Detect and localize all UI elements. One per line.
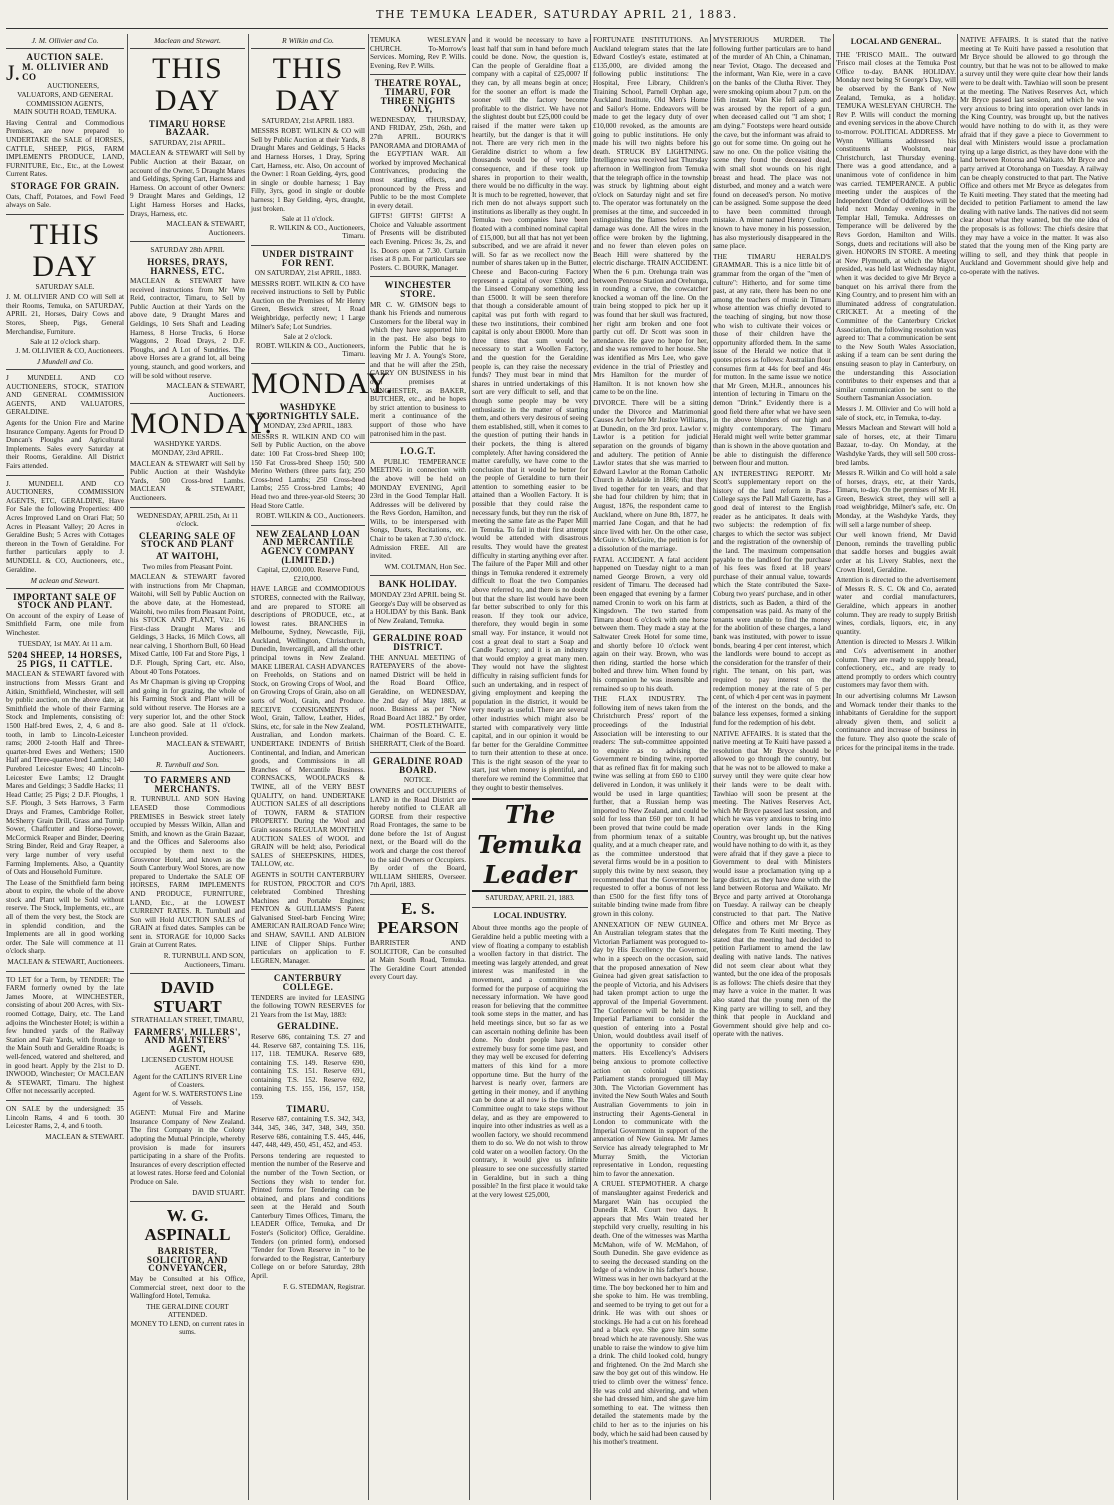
ad-signature: ROBT. WILKIN & CO., Auctioneers, Timaru. <box>255 341 365 359</box>
ad-headline: MONDAY. <box>130 407 273 441</box>
ad-line: SATURDAY SALE. <box>35 282 95 291</box>
article-text: Attention is directed to Messrs J. Wilkin and Co's advertisement in another column. They are ready to supply bread, confectionery, etc., and are ready to attend promptly to orders which country customers may favor them with. <box>836 638 956 690</box>
ad-line: MONDAY, 23rd APRIL. <box>151 449 224 457</box>
ad-body: GIFTS! GIFTS! GIFTS! A Choice and Valuable assortment of Presents will be distributed each Evening. Prices: 3s, 2s, and 1s. Doors open at 7.30. Curtain rises at 8 p.m. For particulars see Posters. C. BOURK, Manager. <box>370 212 466 272</box>
article-text: FORTUNATE INSTITUTIONS. An Auckland telegram states that the late Edward Costley's estate, estimated at £135,000, are divided among the following public institutions: The Hospital, Free Library, Children's Training School, Parnell Orphan age, Auckland Institute, Old Men's Home and Sailor's Home. Endeavors will be made to get the legacy duty of over £10,000 revoked, as the amounts are going to public institutions. He only made his will two nights before his death. STRUCK BY LIGHTNING. Intelligence was received last Thursday afternoon in Wellington from Temuka that the telegraph office in the township was struck by lightning about eight o'clock on Saturday night and set fire to. The operator was fortunately on the premises at the time, and succeeded in extinguishing the flames before much damage was done. All the wires in the office were broken by the lightning, and no fewer than eleven poles on Beach Hill were shattered by the electric discharge. TRAIN ACCIDENT. When the 6 p.m. Orehunga train was between Penrose Station and Orehunga, in rounding a curve, the cowcatcher knocked a woman off the line. On the train being stopped to pick her up it was found that her skull was fractured, her right arm broken and one foot partly cut off. Dr Scott was soon in attendance. He gave no hope for her, and she was removed to her house. She was identified as Mrs Lee, who gave evidence in the trial of Priestley and Mrs Hamilton for the murder of Hamilton. It is not known how she came to be on the line. <box>593 36 708 397</box>
column-8 <box>836 34 956 1500</box>
ad-body: HAVE LARGE and COMMODIOUS STORES, connected with the Railway, and are prepared to STORE all descriptions of PRODUCE, etc., at lowest rates. BRANCHES in Melbourne, Sydney, Newcastle, Fiji, Auckland, Wellington, Christchurch, Dunedin, Invercargill, and all the other principal towns in New Zealand. MAKE LIBERAL CASH ADVANCES on Freeholds, on Stations and on Stock, on Growing Crops of Wool, and on Growing Crops of Grain, also on all sorts of Wool, Grain, and Produce. RECEIVE CONSIGNMENTS of Wool, Grain, Tallow, Leather, Hides, Skins, etc, for sale in the New Zealand, Australian, and London markets. UNDERTAKE INDENTS of British Continental, and Indian, and American goods, and Commissions in all Branches of Mercantile Business. CORNSACKS, WOOLPACKS & TWINE, all of the VERY BEST QUALITY, on hand. UNDERTAKE AUCTION SALES of all descriptions of TOWN, FARM & STATION PROPERTY. During the Wool and Grain seasons REGULAR MONTHLY AUCTION SALES of WOOL and GRAIN will be held; also, Periodical SALES of SHEEPSKINS, HIDES, TALLOW, etc. <box>251 585 365 869</box>
ad-signature: ROBT. WILKIN & CO., Auctioneers. <box>255 512 365 521</box>
ad-body: TENDERS are invited for LEASING the following TOWN RESERVES for 21 Years from the 1st May, 1883: <box>251 993 365 1019</box>
ad-title: CANTERBURY COLLEGE. <box>273 973 343 993</box>
article-text: THE 'FRISCO MAIL. The outward 'Frisco mail closes at the Temuka Post Office to-day. BANK HOLIDAY. Monday next being St George's Day, will be observed by the Bank of New Zealand, Temuka, as a holiday. TEMUKA WESLEYAN CHURCH. The Rev P. Wills will conduct the morning and evening services in the above Church to-morrow. POLITICAL ADDRESS. Mr Wynn Williams addressed his constituents at Woolston, near Christchurch, last Thursday evening. There was a good attendance, and a unanimous vote of confidence in him was carried. TEMPERANCE. A public meeting under the auspices of the Independent Order of Oddfellows will be held next Monday evening in the Templar Hall, Temuka. Addresses on Temperance will be delivered by the Revs Gordon, Hamilton and Wills. Songs, duets and recitations will also be given. HONORS IN STORE. A meeting at New Plymouth, at which the Mayor presided, was held last Wednesday night, when it was decided to give Mr Bryce a banquet on his arrival there from the King Country, and to present him with an illuminated address of congratulation. CRICKET. At a meeting of the Committee of the Canterbury Cricket Association, the following resolution was agreed to: That a communication be sent to the New South Wales Association, asking if a team can be sent during the ensuing season to play in Canterbury, on the understanding this Association contributes to their expenses and that a similar communication be sent to the Southern Tasmanian Association. <box>836 50 956 403</box>
article-text: Messrs J. M. Ollivier and Co will hold a sale of stock, etc, in Temuka, to-day. <box>836 404 956 422</box>
ad-signature: MACLEAN & STEWART, Auctioneers. <box>7 958 124 967</box>
column-6 <box>593 34 708 1500</box>
ad-body: R. TURNBULL AND SON Having LEASED those Commodious PREMISES in Beswick street lately occupied by Messrs Wilkin, Allan and Smith, and known as the Grain Bazaar, and the Offices and Salerooms also occupied by them next to the Grosvenor Hotel, and known as the South Canterbury Wool Stores, are now prepared to Undertake the SALE OF HORSES, FARM IMPLEMENTS AND PRODUCE, FURNITURE, LAND, Etc., at the LOWEST CURRENT RATES. R. Turnbull and Son will Hold AUCTION SALES of GRAIN at fixed dates. Samples can be sent in. STORAGE for 10,000 Sacks Grain at Current Rates. <box>130 795 245 950</box>
ad-title: IMPORTANT SALE OF STOCK AND PLANT. <box>13 591 117 611</box>
ad-body: MACLEAN & STEWART favored with instructions from Mr Chapman, Waitohi, will Sell by Public Auction on the above date, at the Homestead, Waitohi, two miles from Pleasant Point, his STOCK AND PLANT, Viz.: 16 First-class Draught Mares and Geldings, 3 Hacks, 16 Milch Cows, all near calving, 1 Shorthorn Bull, 60 Head Mixed Cattle, 100 Fat and Store Pigs, 1 D.F. Plough, Spring Cart, etc. Also, About 40 Tons Potatoes. <box>130 573 245 676</box>
ad-body: As Mr Chapman is giving up Cropping and going in for grazing, the whole of his Farming Stock and Plant will be sold without reserve. The Horses are a very superior lot, and the other Stock are also good. Sale at 11 o'clock. Luncheon provided. <box>130 678 245 738</box>
ad-body: Reserve 687, containing T.S. 342, 343, 344, 345, 346, 347, 348, 349, 350. Reserve 686, containing T.S. 445, 446, 447, 448, 449, 450, 451, 452, and 453. <box>251 1115 365 1150</box>
ad-header: R. Turnbull and Son. <box>130 761 245 773</box>
ad-line: WEDNESDAY, APRIL 25th, At 11 o'clock. <box>136 511 239 529</box>
article-text: NATIVE AFFAIRS. It is stated that the native meeting at Te Kuiti have passed a resolution that Mr Bryce should be allowed to go through the country, but that he was not to be allowed to make a survey until they were quite clear how their lands were to be dealt with. Tawhiao will soon be present at the meeting. The Natives Reserves Act, which Mr Bryce passed last session, and which he was very anxious to bring into operation over lands in the King Country, was brought up, but the natives would have nothing to do with it, as they were afraid that if they gave a piece to Government to deal with Ministers would issue a proclamation tying up a large district, as they have done with the land between Rotorua and Waikato. Mr Bryce and party arrived at Otorohanga on Tuesday. A railway can be cheaply constructed to that part. The Native Office and others met Mr Bryce as delegates from Te Kuiti meeting. They stated that the meeting had decided to petition Parliament to amend the law dealing with native lands. The natives did not seem clear about what they wanted, but the one idea of the proposals is as follows: The chiefs desire that they may have a voice in the matter. It was also stated that the young men of the King party are willing to sell, and they think that people in Auckland and Government should give help and co-operate with the natives. <box>713 729 831 1039</box>
ad-signature: F. G. STEDMAN, Registrar. <box>283 1282 365 1291</box>
ad-body: WEDNESDAY, THURSDAY, AND FRIDAY, 25th, 26th, and 27th APRIL. BOURK'S PANORAMA and DIORAMA of the EGYPTIAN WAR. All worked by improved Mechanical Contrivances, producing the most startling effects, and pronounced by the Press and Public to be the most Complete in every detail. <box>370 115 466 210</box>
ad-title: BANK HOLIDAY. <box>378 579 458 590</box>
ad-signature: MACLEAN & STEWART, Auctioneers. <box>166 382 245 399</box>
article-text: Our well known friend, Mr David Denoon, reminds the travelling public that saddle horses and buggies await order at his Livery Stables, next the Crown Hotel, Geraldine. <box>836 531 956 574</box>
ad-line: Agent for the CATLIN'S RIVER Line of Coasters. <box>132 1072 243 1090</box>
ad-header: Maclean and Stewart. <box>130 37 245 49</box>
ad-title: WINCHESTER STORE. <box>384 280 452 300</box>
ad-headline: THIS DAY <box>152 51 223 117</box>
ad-title: AT WAITOHI, <box>156 550 219 561</box>
article-text: NATIVE AFFAIRS. It is stated that the native meeting at Te Kuiti have passed a resolution that Mr Bryce should be allowed to go through the country, but that he was not to be allowed to make a survey until they were quite clear how their lands were to be dealt with. Tawhiao will soon be present at the meeting. The Natives Reserves Act, which Mr Bryce passed last session, and which he was very anxious to bring into operation over lands in the King Country, was brought up, but the natives would have nothing to do with it, as they were afraid that if they gave a piece to Government to deal with Ministers would issue a proclamation tying up a large district, as they have done with the land between Rotorua and Waikato. Mr Bryce and party arrived at Otorohanga on Tuesday. A railway can be cheaply constructed to that part. The Native Office and others met Mr Bryce as delegates from Te Kuiti meeting. They stated that the meeting had decided to petition Parliament to amend the law dealing with native lands. The natives did not seem clear about what they wanted, but the one idea of the proposals is as follows: The chiefs desire that they may have a voice in the matter. It was also stated that the young men of the King party are willing to sell, and they think that people in Auckland and Government should give help and co-operate with the natives. <box>960 36 1108 277</box>
article-text: MYSTERIOUS MURDER. The following further particulars are to hand of the murder of Ah Chin, a Chinaman, near Teviot, Otago. The deceased and the informant, Wan Kie, were in a cave on the banks of the Clutha River. They were smoking opium about 7 p.m. on the 16th instant. Wan Kie fell asleep and was aroused by the report of a gun, when deceased called out "I am shot; I am dying." Footsteps were heard outside the cave, but the informant was afraid to go out for some time. On going out he saw no one. On the police visiting the scene they found the deceased dead, with small shot wounds on his right breast and head. The place was not disturbed, and money and a watch were found on deceased's person. No motive can be assigned. Some suppose the deed to have been committed through mistake. A miner named Henry Coulter, known to have money in his possession, has also mysteriously disappeared in the same place. <box>713 36 831 251</box>
ad-headline: MONDAY. <box>251 367 394 401</box>
ad-body: J. MUNDELL AND CO AUCTIONERS, COMMISSION AGENTS, ETC, GERALDINE, Have For Sale the following Properties: 400 Acres Improved Land on Orari Flat; 50 Acres in Pleasant Valley; 20 Acres in Geraldine Bush; 5 Acres with Cottages thereon in the Town of Geraldine. For further particulars apply to J. MUNDELL & CO, Auctioneers, etc., Geraldine. <box>6 479 124 574</box>
column-divider <box>127 34 128 1500</box>
column-divider <box>368 34 369 1500</box>
ad-title: GERALDINE. <box>277 1021 339 1032</box>
column-3 <box>251 34 394 1500</box>
ad-signature: MACLEAN & STEWART, Auctioneers. <box>166 220 245 237</box>
article-text: and it would be necessary to have a least half that sum in hand before much could be done. Now, the question is, Can the people of Geraldine float a company with a capital of £25,000? If they can, by all means begin at once; for the sooner an effort is made the sooner will the factory become profitable to the district. We have not the slightest doubt but £25,000 could be raised if the matter were taken up heartily, but the danger is that it will not. There are very rich men in the Geraldine district to whom a few thousands would be of very little consequence, and if these took up shares in proportion to their wealth, there would be no difficulty in the way. It is much to be regretted, however, that rich men do not always support such institutions as liberally as they ought. In Temuka two companies have been floated with a combined nominal capital of £15,000, but all that has not yet been subscribed, and we are afraid it never will. So far as we recollect now the number of shares taken up in the Butter, Cheese and Bacon-curing Factory represent a capital of over £3000, and the Linseed Company something less than £5000. It will be seen therefore that though a considerable amount of capital was put forth with regard to these two institutions, their combined capital is only about £8000. More than three times that sum would be necessary to start a Woollen Factory, and the question for the Geraldine people is, can they raise the necessary funds? They must bear in mind that shares in untried undertakings of this sort are very difficult to sell, and that though some people may be very enthusiastic in the matter of starting them, and others very desirous of seeing them established, still, when it comes to the question of putting their hands in their pockets, the thing is altered completely. After having considered the matter carefully, we have come to the conclusion that it would be better for the people of Geraldine to turn their attention to something easier to be attained than a Woollen Factory. It is possible that they could raise the necessary funds, but they run the risk of meeting the same fate as the Paper Mill in Temuka. To fail in their first attempt would be attended with disastrous results. They would have the greatest difficulty in starting anything ever after. The failure of the Paper Mill and other things in Temuka rendered it extremely difficult to float the two Companies above referred to, and there is no doubt but that the share list would have been far better subscribed to only for this reason. If they took our advice, therefore, they would begin in some small way. For instance, it would not cost a great deal to start a Soap and Candle Factory; and it is an industry that would employ a great many men. They would not have the slightest difficulty in raising sufficient funds for such an undertaking, and in respect of giving employment and keeping the population in the district, it would be very nearly as useful. There are several other industries which might also be started with comparatively very little capital, and in our opinion it would be far better for the Geraldine Committee to turn their attention to these at once. This is the right season of the year to start, just when money is plentiful, and therefore we remind the Committee that they ought to bestir themselves. <box>472 36 588 792</box>
newspaper-nameplate: The Temuka Leader <box>472 798 588 892</box>
ad-title: GERALDINE ROAD DISTRICT. <box>372 633 464 652</box>
column-divider <box>957 34 958 1500</box>
ad-signature: MACLEAN & STEWART. <box>45 1132 124 1141</box>
article-text: FATAL ACCIDENT. A fatal accident happened on Tuesday night to a man named George Brown, a very old resident of Timaru. The deceased had been engaged that evening by a farmer named Cronin to work on his farm at Kingsdown. The two started from Timaru about 6 o'clock with one horse between them. They made a stay at the Saltwater Creek Hotel for some time, and shortly before 10 o'clock went again on their way. Brown, who was then riding, startled the horse which bolted and threw him. When found by his companion he was insensible and remained so up to his death. <box>593 555 708 693</box>
ad-headline: THIS DAY <box>29 217 101 283</box>
column-5 <box>472 34 588 1500</box>
column-1 <box>6 34 124 1500</box>
ad-title: HORSES, DRAYS, HARNESS, ETC. <box>147 256 228 276</box>
ad-body: MACLEAN & STEWART favored with instructions from Messrs Grant and Aitkin, Smithfield, Winchester, will sell by public auction, on the above date, at Smithfield the whole of their Farming Stock and Implements, consisting of: 1500 Half-bred Ewes, 2, 4, 6 and 8-tooth, in lamb to Lincoln-Leicester rams; 2000 2-tooth Half and Three-quarter-bred Ewes and Wethers; 1500 Half and Three-quarter-bred Lambs; 140 Purebred Leicester Ewes; 40 Lincoln-Leicester Ewe Lambs; 12 Draught Mares and Geldings; 3 Saddle Hacks; 11 Head Cattle; 25 Pigs; 2 D.F. Ploughs, 1 S.F. Plough, 3 Sets Harrows, 3 Farm Drays and Frames, Cambridge Roller, McSherry Grain Drill, Grass and Turnip Sower, Chaffcutter and Horse-power, McCormick Reaper and Binder, Deering String Binder, Reid and Gray Reaper, a very large number of very useful Farming Implements. Also, a Quantity of Oats and Household Furniture. <box>6 670 124 877</box>
ad-firm: J. M. OLLIVIER AND CO <box>6 60 109 86</box>
article-text: DIVORCE. There will be a sitting under the Divorce and Matrimonial Causes Act before Mr Justice Williams, at Dunedin, on the 3rd prox. Lawlor v. Lawlor is a petition for judicial separation on the grounds of bigamy and adultery. The petition of Annie Lawlor states that she was married to Edward Lawlor at the Roman Catholic Church in Adelaide in 1866; that they lived together for ten years, and that she had four children by him; that in August, 1876, the respondent came to Auckland, where on June 8th, 1877, he married Jane Cogan, and that he had since lived with her. On the other case, McGuire v. McGuire, the petition is for a dissolution of the marriage. <box>593 398 708 554</box>
article-text: THE FLAX INDUSTRY. The following item of news taken from the Christchurch Press' report of the proceedings of the Industrial Association will be interesting to our readers: The sub-committee appointed to enquire as to advising the Government re binding twine, reported that as refined flax fit for making such twine was selling at from £60 to £100 delivered in London, it was unlikely it would be used in large quantities; further, that a Russian hemp was imported to New Zealand, and could be sold for less than £60 per ton. It had been proved that twine could be made from phormium tenax of a suitable quality, and at a much cheaper rate, and as the committee understood that several firms would be in a position to supply this twine by next season, they recommended that the Government be requested to offer a bonus of not less than £500 for the first fifty tons of suitable binding twine made from fibre grown in this colony. <box>593 695 708 918</box>
ad-body: MR C. W. GIMSON begs to thank his Friends and numerous Customers for the liberal way in which they have supported him in the past. He also begs to inform the Public that he is leaving Mr J. A. Young's Store, and that he will after the 25th, CARRY ON BUSINESS in his own premises at WINCHESTER, as BAKER, BUTCHER, etc., and he hopes by strict attention to business to merit a continuance of the support of those who have patronised him in the past. <box>370 300 466 438</box>
ad-title: TIMARU. <box>286 1103 330 1114</box>
column-2 <box>130 34 273 1500</box>
article-text: Attention is directed to the advertisement of Messrs R. S. C. Ok and Co, aerated water and cordial manufacturers, Geraldine, which appears in another column. They are ready to supply British wines, cordials, liquors, etc, in any quantity. <box>836 576 956 636</box>
ad-body: Having Central and Commodious Premises, are now prepared to UNDERTAKE the SALE of HORSES, CATTLE, SHEEP, PIGS, FARM IMPLEMENTS PRODUCE, LAND, FURNITURE, Etc., Etc., at the Lowest Current Rates. <box>6 118 124 179</box>
masthead-rule <box>6 28 1108 29</box>
ad-line: Sale at 2 o'clock. <box>283 333 333 342</box>
ad-body: Oats, Chaff, Potatoes, and Fowl Feed always on Sale. <box>6 192 124 210</box>
ad-title: THEATRE ROYAL, TIMARU, FOR THREE NIGHTS ONLY, <box>374 78 462 115</box>
ad-body: J. M. OLLIVIER AND CO will Sell at their Rooms, Temuka, on SATURDAY, APRIL 21, Horses, Dairy Cows and Stores, Sheep, Pigs, General Merchandise, Furniture. <box>6 293 124 336</box>
ad-line: AUCTIONEERS, <box>47 82 99 91</box>
ad-title: BARRISTER, SOLICITOR, AND CONVEYANCER, <box>146 1246 229 1274</box>
ad-headline: DAVID STUART <box>153 978 222 1017</box>
ad-title: FARMERS', MILLERS', AND MALTSTERS' AGENT, <box>134 1026 241 1055</box>
ad-line: LICENSED CUSTOM HOUSE AGENT. <box>141 1055 234 1073</box>
issue-date: SATURDAY, APRIL 21, 1883. <box>485 894 575 903</box>
ad-body: TEMUKA WESLEYAN CHURCH. To-Morrow's Services. Morning, Rev P. Wills. Evening, Rev P. Wills. <box>370 36 466 70</box>
article-text: THE TIMARU HERALD'S GRAMMAR. This is a nice little bit of grammar from the organ of the "men of culture": Hitherto, and for some time past, at any rate, there has been no one among the teachers of music in Timaru whose attention was chiefly devoted to the teaching of singing, but now those who wish to cultivate their voices or those of their children have the opportunity afforded them. In the same issue of the Herald we notice that it quotes prices as follows: Australian flour consumes firm at 44s for beef and 46s for mutton. In the same issue we notice that Mr Green, M.H.R., announces his intention of lecturing in Timaru on the demon "Drink." Evidently there is a good field there after what we have seen in the above blunders of our high and mighty contemporary. The Timaru Herald might well write better grammar than is shown in the above quotation and be able to distinguish the difference between flour and mutton. <box>713 252 831 468</box>
ad-body: MESSRS ROBT. WILKIN & CO will Sell by Public Auction at their Yards, 8 Draught Mares and Geldings, 5 Hacks and Harness Horses, 1 Dray, Spring Cart, Harness, etc. Also, On account of the Owner: 1 Roan Gelding, 4yrs, good in single or double harness; 1 Bay Filly, 3yrs, good in single or double harness; 1 Bay Gelding, 4yrs, draught, just broken. <box>251 127 365 213</box>
ad-title: 5204 SHEEP, 14 HORSES, 25 PIGS, 11 CATTLE. <box>7 650 123 669</box>
column-divider <box>469 34 470 1500</box>
ad-line: Sale at 11 o'clock. <box>281 215 335 224</box>
ad-body: May be Consulted at his Office, Commercial street, next door to the Wallingford Hotel, Temuka. <box>130 1274 245 1301</box>
column-divider <box>833 34 834 1500</box>
ad-body: MACLEAN & STEWART have received instructions from Mr Wm Reid, contractor, Timaru, to Sell by Public Auction at their Yards on the above date, 9 Draught Mares and Geldings, 10 Sets Shaft and Leading Harness, 8 Horse Trucks, 6 Horse Waggons, 2 Road Drays, 2 D.F. Ploughs, and A Lot of Sundries. The above Horses are a grand lot, all being young, staunch, and good workers, and will be sold without reserve. <box>130 277 245 380</box>
ad-title: AUCTION SALE. <box>26 51 104 62</box>
column-divider <box>710 34 711 1500</box>
ad-body: MESSRS R. WILKIN AND CO will Sell by Public Auction, on the above date: 100 Fat Cross-bred Sheep 100; 150 Fat Cross-bred Sheep 150; 500 Merino Wethers (three parts fat); 250 Cross-bred Lambs; 250 Cross-bred Lambs; 255 Cross-bred Lambs; 40 Head two and three-year-old Steers; 30 Head Store Cattle. <box>251 432 365 510</box>
article-text: A CRUEL STEPMOTHER. A charge of manslaughter against Frederick and Margaret Wain has occupied the Dunedin R.M. Court two days. It appears that Mrs Wain treated her stepchild very cruelly, resulting in his death. One of the witnesses was Martha McMahon, wife of W. McMahon, of South Dunedin. She gave evidence as to seeing the deceased standing on the ledge of a window in his father's house. Witness was in her own backyard at the time. The boy beckoned her to him and she spoke to him. He was trembling, and seemed to be trying to get out for a drink. He was with out shoes or stockings. He had a cut on his forehead and a black eye. She gave him some bread which he ate ravenously. She was unable to raise the window to give him a drink. The child looked cold, hungry and frightened. On the 2nd March she saw the boy get out of this window. He tried to climb over the witness' fence. He was cold and shivering, and when she had dressed him, and she gave him something to eat. The witness then detailed the statements made by the child to her as to the injuries on his body, which he said had been caused by his mother's treatment. <box>593 1180 708 1447</box>
ad-title: TIMARU HORSE BAZAAR. <box>148 118 227 138</box>
ad-body: J MUNDELL AND CO AUCTIONEERS, STOCK, STATION AND GENERAL COMMISSION AGENTS, AND VALUATORS, GERALDINE. <box>6 374 124 417</box>
ad-body: TO LET for a Term, by TENDER: The FARM formerly owned by the late James Moore, at WINCHESTER, consisting of about 200 Acres, with Six-roomed Cottage, Dairy, etc. The Land adjoins the Winchester Hotel; is within a few hundred yards of the Railway Station and Fair Yards, with frontage to the Main South and Geraldine Roads; is well-fenced, watered and sheltered, and in good heart. Apply by the 21st to D. INWOOD, Winchester; Or MACLEAN & STEWART, Timaru. The highest Offer not necessarily accepted. <box>6 975 124 1096</box>
ad-line: SATURDAY 28th APRIL <box>150 246 225 255</box>
ad-title: NEW ZEALAND LOAN AND MERCANTILE AGENCY COMPANY (LIMITED.) <box>256 528 360 565</box>
ad-header: J Mundell and Co. <box>6 358 124 370</box>
ad-header: R Wilkin and Co. <box>251 37 365 49</box>
ad-line: MAIN SOUTH ROAD, TEMUKA. <box>13 108 117 117</box>
column-divider <box>248 34 249 1500</box>
ad-signature: WM. COLTMAN, Hon Sec. <box>384 562 466 571</box>
ad-body: The Lease of the Smithfield farm being about to expire, the whole of the above stock and Plant will be Sold without reserve. The Stock, Implements, etc., are all of them the very best, the Stock are in splendid condition, and the Implements are all in good working order. The Sale will commence at 11 o'clock sharp. <box>6 878 124 956</box>
ad-body: ON SALE by the undersigned: 35 Lincoln Rams, 4 and 6 tooth. 30 Leicester Rams, 2, 4, and 6 tooth. <box>6 1104 124 1131</box>
ad-line: STRATHALLAN STREET, TIMARU, <box>131 1016 244 1025</box>
article-heading: LOCAL AND GENERAL. <box>850 37 942 46</box>
ad-body: Persons tendering are requested to mention the number of the Reserve and the number of the Town Section, or Sections they wish to tender for. Printed forms for Tendering can be obtained, and plans and conditions seen at the Herald and South Canterbury Times Offices, Timaru, the LEADER Office, Temuka, and Dr Foster's (Solicitor) Office, Geraldine. Tenders (on printed form), endorsed "Tender for Town Reserve in " to be forwarded to the Registrar, Canterbury College on or before Saturday, 28th April. <box>251 1151 365 1281</box>
ad-header: M aclean and Stewart. <box>6 577 124 589</box>
ad-body: A PUBLIC TEMPERANCE MEETING in connection with the above will be held on MONDAY EVENING, April 23rd in the Good Templar Hall. Addresses will be delivered by the Revs Gordon, Hamilton, and Wills, to be interspersed with Songs, Duets, Recitations, etc. Chair to be taken at 7.30 o'clock. Admission FREE. All are invited. <box>370 457 466 561</box>
ad-body: Reserve 686, containing T.S. 27 and 44. Reserve 687, containing T.S. 116, 117, 118. TEMUKA. Reserve 689, containing T.S. 149. Reserve 690, containing T.S. 151. Reserve 691, containing T.S. 152. Reserve 692, containing T.S. 155, 156, 157, 158, 159. <box>251 1033 365 1102</box>
ad-line: WASHDYKE YARDS. <box>153 440 222 449</box>
ad-signature: J. M. OLLIVIER & CO, Auctioneers. <box>15 346 124 355</box>
ad-body: OWNERS and OCCUPIERS of LAND in the Road District are hereby notified to CLEAR all GORSE from their respective Road Frontages, the same to be done before the 1st of August next, or the Board will do the work and charge the cost thereof to the said Owners or Occupiers. By order of the Board, WILLIAM SHIERS, Overseer. 7th April, 1883. <box>370 786 466 890</box>
ad-line: Agent for W. S. WATERSTON'S Line of Vessels. <box>132 1090 243 1107</box>
ad-headline: W. G. ASPINALL <box>144 1206 231 1245</box>
ad-body: MONDAY 23rd APRIL being St. George's Day will be observed as a HOLIDAY by this Bank. Bank of New Zealand, Temuka. <box>370 591 466 625</box>
ad-line: Capital, £2,000,000. Reserve Fund, £210,000. <box>257 566 359 583</box>
ad-title: CLEARING SALE OF STOCK AND PLANT <box>138 530 236 550</box>
ad-line: VALUATORS, AND GENERAL COMMISSION AGENTS, <box>17 90 113 108</box>
article-text: ANNEXATION OF NEW GUINEA. An Australian telegram states that the Victorian Parliament was prorogued to-day by His Excellency the Governor, who in a speech on the occasion, said that the proposed annexation of New Guinea had given great satisfaction to the people of Victoria, and his Advisers had taken prompt action to urge the approval of the Imperial Government. The Conference will be held in the Imperial Parliament to consider the question of entering into a Postal Union, would doubtless avail itself of the opportunity to consider other matters. His Excellency's Advisers being anxious to promote collective action on colonial questions. Parliament stands prorogued till May 30th. The Victorian Government has invited the New South Wales and South Australian Governments to join in instructing their Agents-General in London to communicate with the Imperial Government in support of the annexation of New Guinea. Mr James Service has already telegraphed to Mr Murray Smith, the Victorian representative in London, requesting him to favor the annexation. <box>593 920 708 1178</box>
column-9 <box>960 34 1108 1500</box>
ad-body: MACLEAN & STEWART will Sell by Public Auction at their Washdyke Yards, 500 Cross-bred Lambs. MACLEAN & STEWART, Auctioneers. <box>130 459 245 502</box>
ad-line: ON SATURDAY, 21st APRIL, 1883. <box>254 269 362 278</box>
article-text: AN INTERESTING REPORT. Mr Scott's supplementary report on the history of the land reform in Pass-College says the Pall Mall Gazette, has a good deal of interest to the English reader as he anticipates. It deals with two subjects: the redemption of fix charges to which the sector was subject and the registration of the ownership of the land. The maximum compensation payable to the landlord for the purchase of his fees was fixed at 18 years' purchase of their annual value, towards which the State contributed the Saxe-Coburg two years' purchase, and in other districts, such as Baden, a third of the compensation was paid. As many of the tenants were unable to find the money for the abolition of these charges, a land bank was instituted, with power to issue bonds, bearing 4 per cent interest, which the landlords were bound to accept as the consideration for the transfer of their right. The tenant, on his part, was required to pay interest on the redemption money at the rate of 5 per cent, of which 4 per cent was in payment of the interest on the bonds, and the balance less expenses, formed a sinking fund for the redemption of his debt. <box>713 469 831 727</box>
article-text: Messrs R. Wilkin and Co will hold a sale of horses, drays, etc, at their Yards, Timaru, to-day. On the premises of Mr H. Green, Beswick street, they will sell a road weighbridge, Milner's safe, etc. On Monday, at the Washdyke Yards, they will sell a large number of sheep. <box>836 469 956 529</box>
ad-line: Sale at 12 o'clock sharp. <box>30 338 100 347</box>
ad-line: SATURDAY, 21st APRIL. <box>149 138 226 147</box>
ad-title: TO FARMERS AND MERCHANTS. <box>143 775 232 794</box>
page-masthead: THE TEMUKA LEADER, SATURDAY APRIL 21, 1883. <box>376 8 738 21</box>
column-4 <box>370 34 466 1500</box>
ad-line: THE GERALDINE COURT ATTENDED. <box>146 1302 229 1320</box>
ad-title: I.O.G.T. <box>400 446 436 457</box>
ad-title: GERALDINE ROAD BOARD. <box>372 756 464 775</box>
article-text: About three months ago the people of Geraldine held a public meeting with a view of floating a company to establish a woollen factory in that district. The meeting was largely attended, and great interest was manifested in the movement, and a committee was formed for the purpose of acquiring the necessary information. We have good reason for believing that the committee took some steps in the matter, and has held meetings since, but so far as we can ascertain nothing definite has been done. No doubt people have been extremely busy for some time past, and they may well be excused for deferring matters of this kind for a more opportune time. But the hurry of the harvest is nearly over, farmers are getting in their money, and if anything can be done at all now is the time. The Committee ought to take steps without delay, and as they are empowered to inquire into other industries as well as a woollen factory, we should recommend them to do so. We do not wish to throw cold water on a woollen factory. On the contrary, it would give us infinite pleasure to see one successfully started in Geraldine, but in such a thing possible? In the first place it would take at the very lowest £25,000, <box>472 924 588 1199</box>
ad-line: Two miles from Pleasant Point. <box>142 562 233 571</box>
ad-signature: MACLEAN & STEWART, Auctioneers. <box>166 740 245 757</box>
ad-body: AGENTS in SOUTH CANTERBURY for RUSTON, PROCTOR and CO'S celebrated Combined Threshing Machines and Portable Engines; FENTON & GUILLIAMS'S Patent Galvanised Steel-barb Fencing Wire; AMERICAN RAILROAD Fence Wire; and SHAW, SAVILL AND ALBION LINE of Clipper Ships. Further particulars on application to F. LEGREN, Manager. <box>251 870 365 965</box>
ad-title: STORAGE FOR GRAIN. <box>10 180 120 191</box>
ad-signature: DAVID STUART. <box>192 1188 245 1197</box>
ad-body: Agents for the Union Fire and Marine Insurance Company. Agents for Proud D Duncan's Ploughs and Agricultural Implements. Sales every Saturday at their Rooms, Geraldine. All District Fairs attended. <box>6 419 124 470</box>
ad-line: SATURDAY, 21st APRIL 1883. <box>261 116 355 125</box>
ad-body: BARRISTER AND SOLICITOR, Can be consulted at Main South Road, Temuka. The Geraldine Court attended every Court day. <box>370 939 466 982</box>
article-heading: LOCAL INDUSTRY. <box>493 910 567 920</box>
ad-headline: THIS DAY <box>272 51 344 117</box>
ad-body: AGENT: Mutual Fire and Marine Insurance Company of New Zealand. The first Company in the Colony adopting the Mutual Principle, whereby provision is made for insurers participating in a share of the Profits. Insurances of every description effected at lowest rates. Horse feed and Colonial Produce on Sale. <box>130 1109 245 1186</box>
ad-line: NOTICE. <box>403 776 433 785</box>
ad-body: On account of the expiry of Lease of Smithfield Farm, one mile from Winchester. <box>6 611 124 638</box>
column-7 <box>713 34 831 1500</box>
ad-body: THE ANNUAL MEETING of RATEPAYERS of the above-named District will be held in the Road Board Office, Geraldine, on WEDNESDAY, the 2nd day of May 1883, at noon. Business as per "New Road Board Act 1882." By order, WM. POSTLETHWAITE, Chairman of the Board. C. E. SHERRATT, Clerk of the Board. <box>370 653 466 748</box>
ad-body: MACLEAN & STEWART will Sell by Public Auction at their Bazaar, on account of the Owner, 5 Draught Mares and Geldings, Spring Cart, Harness and Harness. On account of other Owners: 9 Draught Mares and Geldings, 12 Light Harness Horses and Hacks, Drays, Harness, etc. <box>130 149 245 218</box>
drop-cap: J. <box>6 60 21 86</box>
ad-signature: R. TURNBULL AND SON, Auctioneers, Timaru. <box>163 952 245 969</box>
ad-line: TUESDAY, 1st MAY. At 11 a.m. <box>17 639 113 648</box>
ad-title: UNDER DISTRAINT FOR RENT. <box>262 248 354 268</box>
ad-body: MESSRS ROBT. WILKIN & CO have received instructions to Sell by Public Auction on the Premises of Mr Henry Green, Beswick street, 1 Road Weighbridge, perfectly new; 1 Large Milner's Safe; Lot Sundries. <box>251 279 365 331</box>
ad-headline: E. S. PEARSON <box>377 899 459 938</box>
ad-line: MONDAY, 23rd APRIL, 1883. <box>263 422 353 431</box>
column-divider <box>590 34 591 1500</box>
article-text: In our advertising columns Mr Lawson and Wornack tender their thanks to the inhabitants of Geraldine for the support already given them, and solicit a continuance and increase of business in the future. They also quote the scale of prices for the principal items in the trade. <box>836 691 956 752</box>
ad-header: J. M. Ollivier and Co. <box>6 37 124 49</box>
ad-signature: R. WILKIN & CO., Auctioneers, Timaru. <box>269 223 365 241</box>
article-text: Messrs Maclean and Stewart will hold a sale of horses, etc, at their Timaru Bazaar, to-day. On Monday, at the Washdyke Yards, they will sell 500 cross-bred lambs. <box>836 424 956 467</box>
ad-title: WASHDYKE FORTNIGHTLY SALE. <box>256 402 360 421</box>
ad-line: MONEY TO LEND, on current rates in sums. <box>130 1319 245 1337</box>
